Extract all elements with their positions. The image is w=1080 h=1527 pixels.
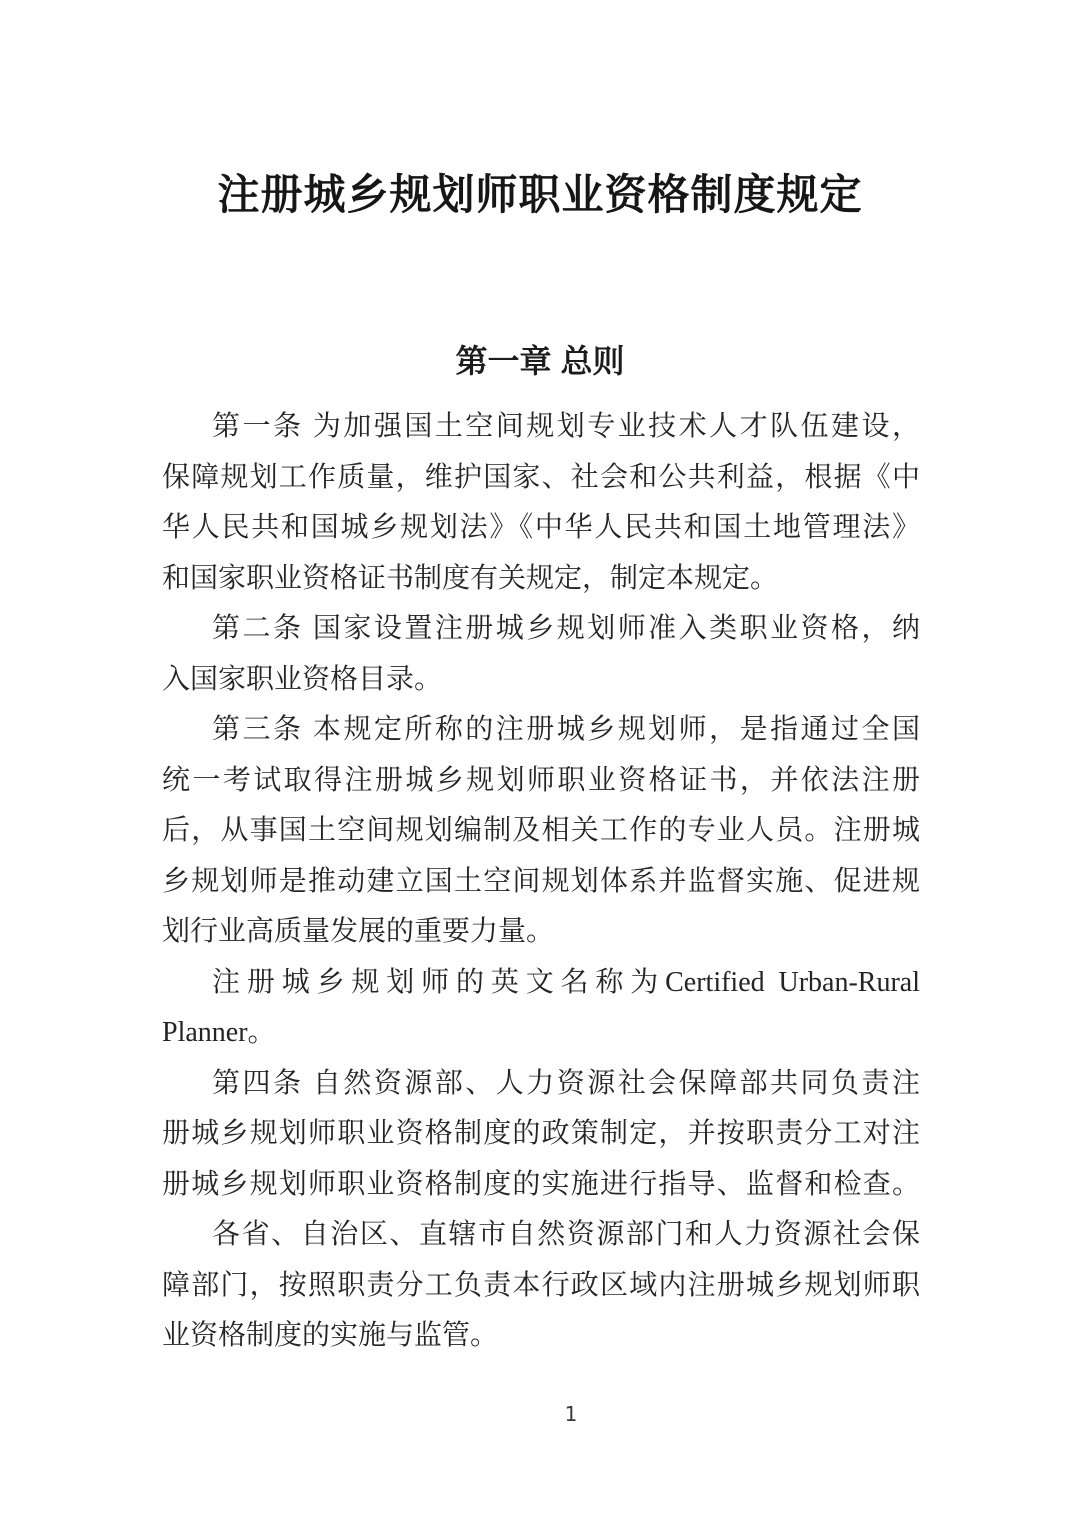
body-line: 注册城乡规划师的英文名称为Certified Urban-Rural [212,966,920,998]
body-line: 第三条 本规定所称的注册城乡规划师，是指通过全国 [212,714,920,745]
body-line: 保障规划工作质量，维护国家、社会和公共利益，根据《中 [162,461,920,493]
body-line: 入国家职业资格目录。 [162,663,443,695]
body-line: Planner。 [162,1017,276,1048]
chapter-heading: 第一章 总则 [455,343,625,379]
body-line: 统一考试取得注册城乡规划师职业资格证书，并依法注册 [162,764,920,796]
body-line: 划行业高质量发展的重要力量。 [162,916,555,947]
body-line: 和国家职业资格证书制度有关规定，制定本规定。 [162,562,779,594]
document-title: 注册城乡规划师职业资格制度规定 [217,173,863,219]
body-line: 业资格制度的实施与监管。 [162,1320,499,1351]
body-line: 障部门，按照职责分工负责本行政区域内注册城乡规划师职 [162,1269,920,1301]
body-line: 册城乡规划师职业资格制度的政策制定，并按职责分工对注 [162,1118,920,1149]
body-line: 后，从事国土空间规划编制及相关工作的专业人员。注册城 [162,815,920,846]
page-number: 1 [564,1401,578,1426]
body-line: 第一条 为加强国土空间规划专业技术人才队伍建设， [212,411,920,442]
body-line: 第四条 自然资源部、人力资源社会保障部共同负责注 [212,1067,920,1099]
body-line: 第二条 国家设置注册城乡规划师准入类职业资格，纳 [212,613,920,644]
body-line: 册城乡规划师职业资格制度的实施进行指导、监督和检查。 [162,1168,920,1200]
body-line: 各省、自治区、直辖市自然资源部门和人力资源社会保 [212,1219,920,1250]
document-body [162,402,920,1362]
body-line: 乡规划师是推动建立国土空间规划体系并监督实施、促进规 [162,865,920,897]
body-line: 华人民共和国城乡规划法》《中华人民共和国土地管理法》 [162,512,920,543]
